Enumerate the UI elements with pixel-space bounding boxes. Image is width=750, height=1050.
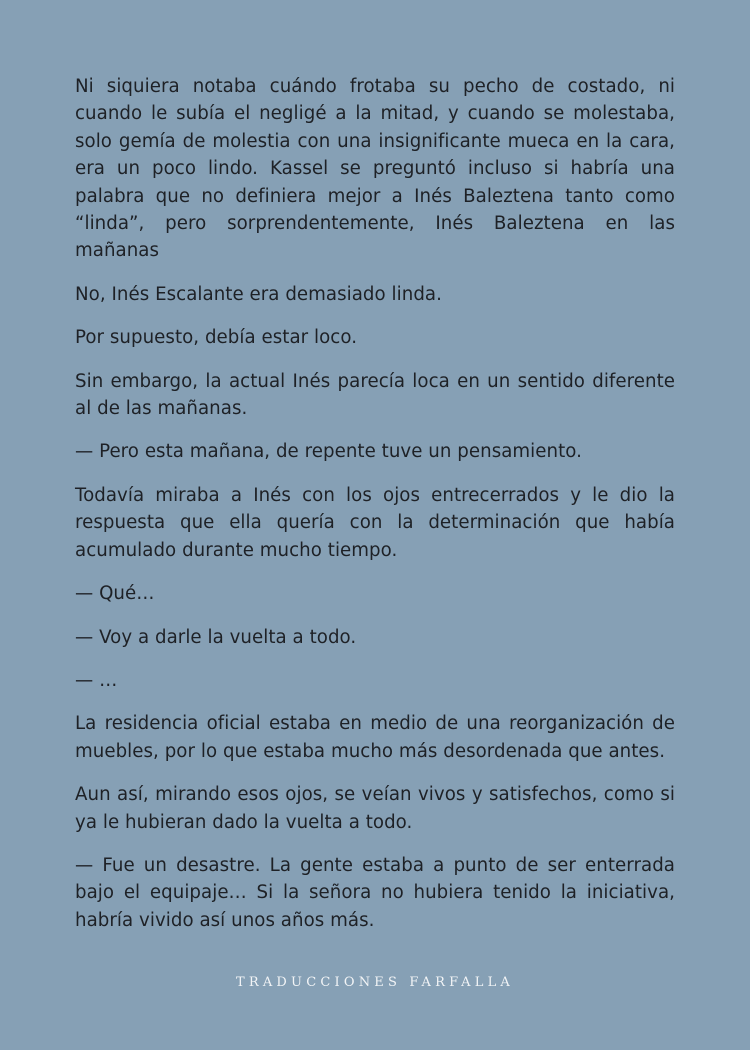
paragraph: — Voy a darle la vuelta a todo. xyxy=(75,626,357,648)
paragraph: Sin embargo, la actual Inés parecía loca en un sentido diferente al de las mañanas. xyxy=(75,370,675,420)
paragraph: — … xyxy=(75,669,118,691)
paragraph: Ni siquiera notaba cuándo frotaba su pecho de costado, ni cuando le subía el negligé a la mitad, y cuando se molestaba, solo gemía de molestia con una insignificante mueca en la cara, era un poco lindo. Kassel se preguntó incluso si habría una palabra que no definiera mejor a Inés Baleztena tanto como “linda”, pero sorprendentemente, Inés Baleztena en las mañanas xyxy=(75,76,675,262)
paragraph: La residencia oficial estaba en medio de una reorganización de muebles, por lo que estaba mucho más desordenada que antes. xyxy=(75,713,675,762)
paragraph: Aun así, mirando esos ojos, se veían vivos y satisfechos, como si ya le hubieran dado la vuelta a todo. xyxy=(75,784,675,833)
document-body xyxy=(75,73,675,950)
page-footer: TRADUCCIONES FARFALLA xyxy=(235,975,514,990)
paragraph: Todavía miraba a Inés con los ojos entrecerrados y le dio la respuesta que ella quería con la determinación que había acumulado durante mucho tiempo. xyxy=(75,484,675,561)
paragraph: — Fue un desastre. La gente estaba a punto de ser enterrada bajo el equipaje… Si la señora no hubiera tenido la iniciativa, habría vivido así unos años más. xyxy=(75,854,675,931)
paragraph: — Pero esta mañana, de repente tuve un pensamiento. xyxy=(75,441,582,463)
paragraph: — Qué… xyxy=(75,583,155,605)
paragraph: Por supuesto, debía estar loco. xyxy=(75,327,358,349)
paragraph: No, Inés Escalante era demasiado linda. xyxy=(75,283,442,305)
